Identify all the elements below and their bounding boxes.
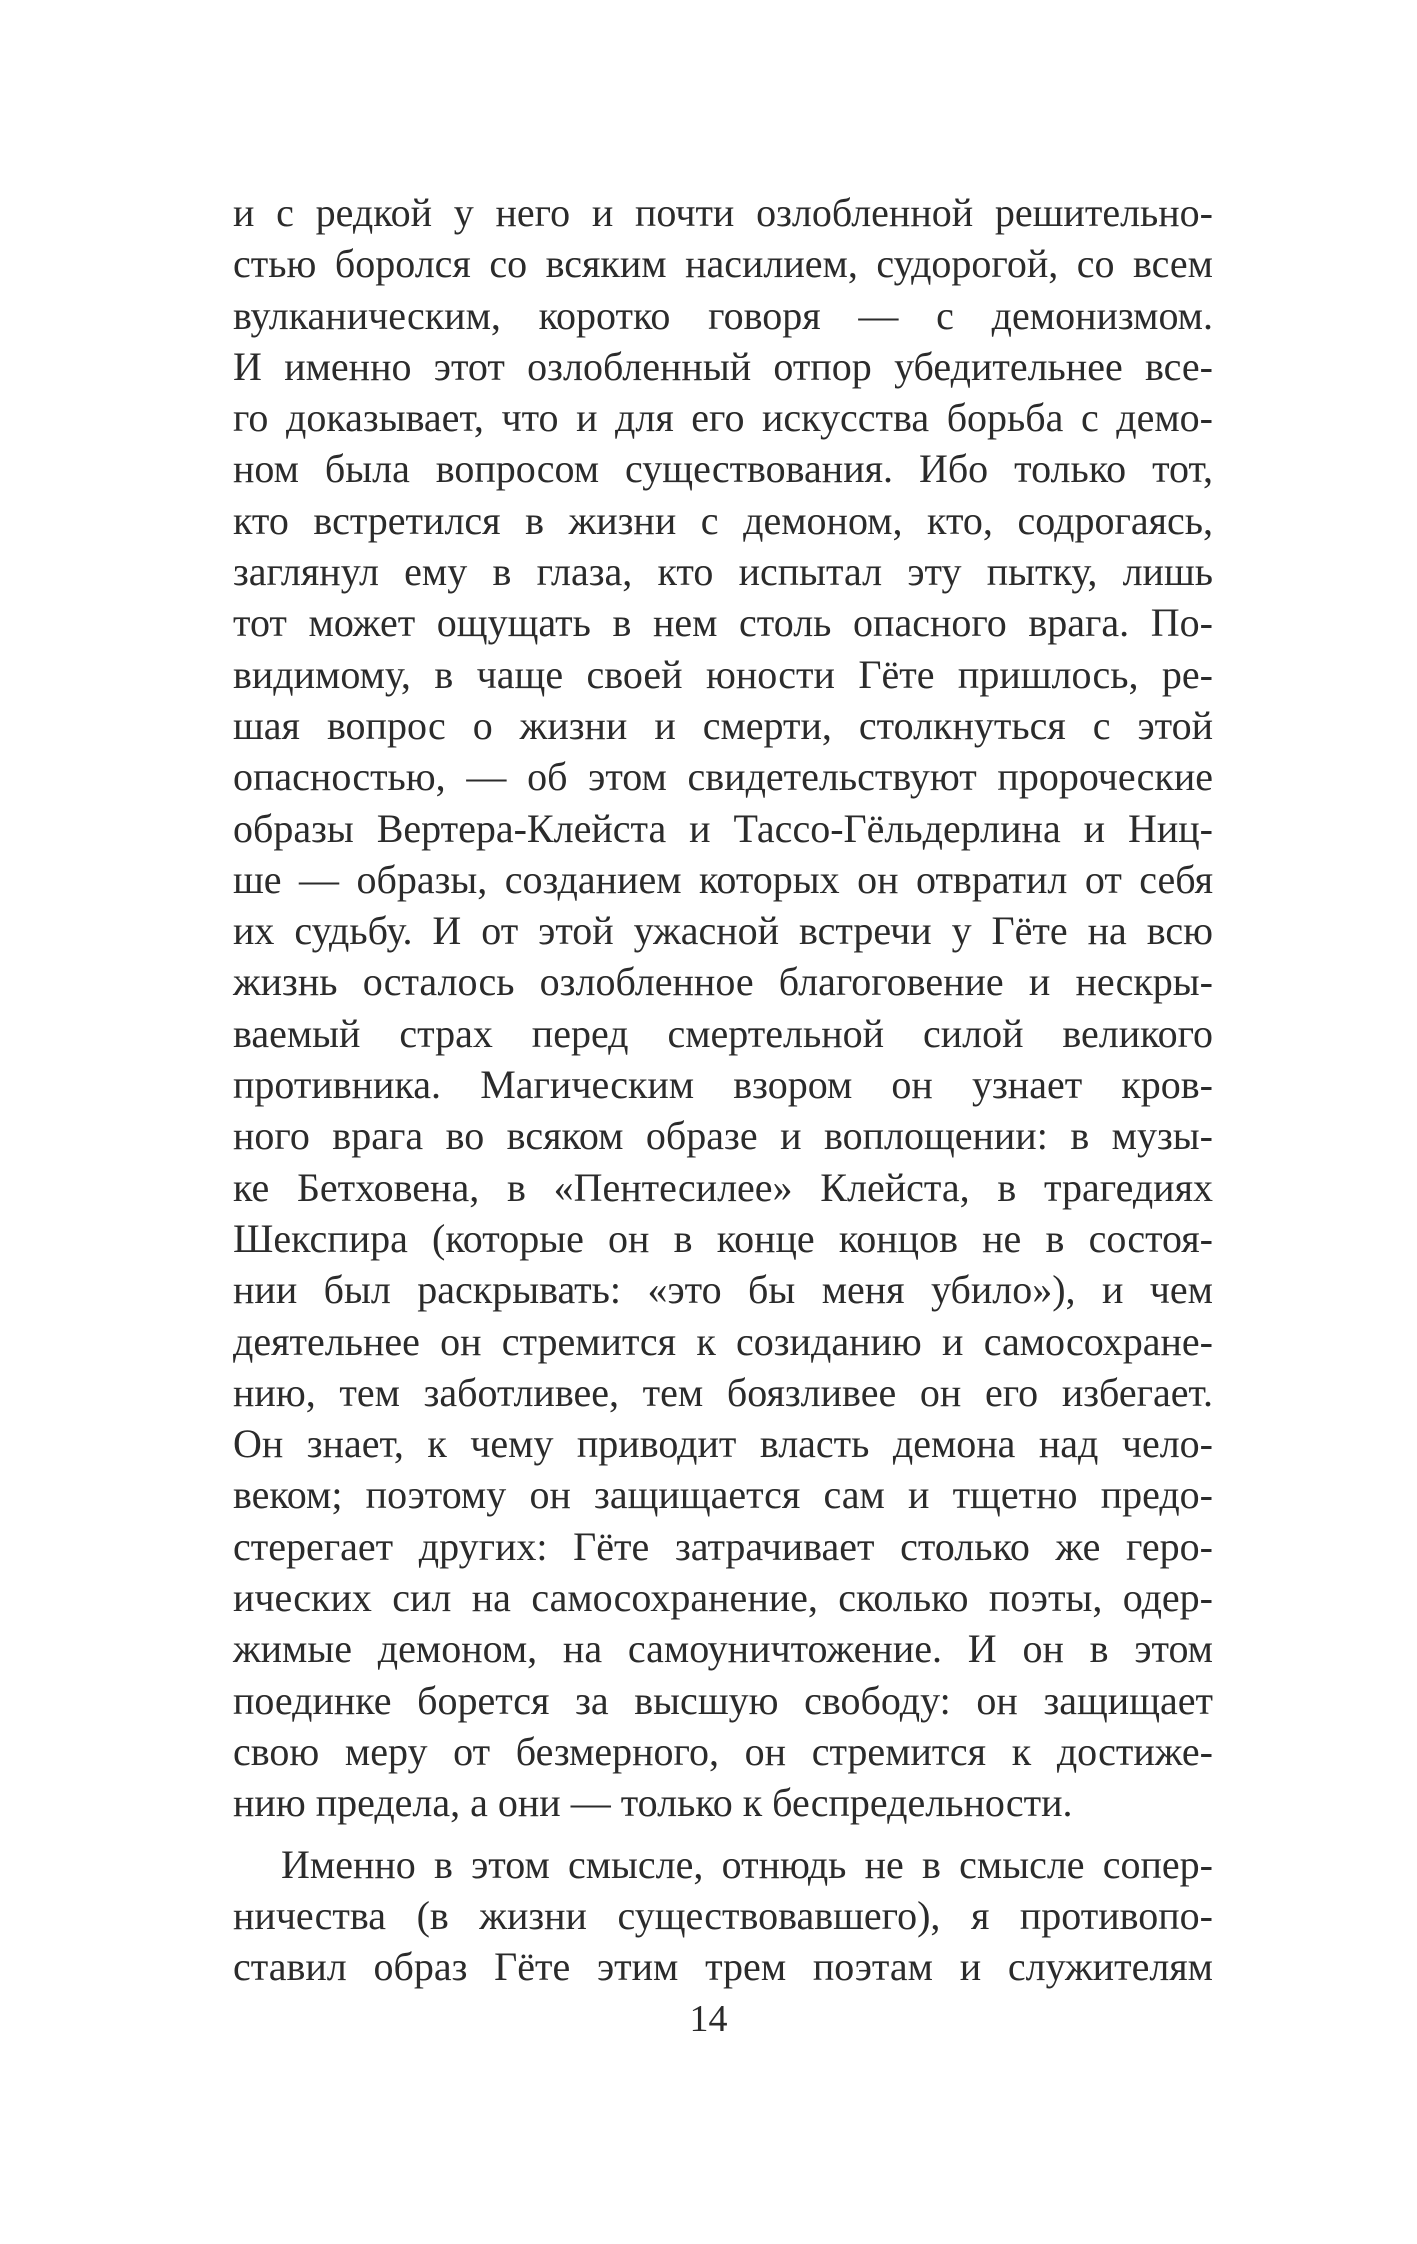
text-line: жизнь осталось озлобленное благоговение и нескры- <box>233 959 1213 1005</box>
text-line: жимые демоном, на самоуничтожение. И он в этом <box>233 1626 1213 1672</box>
text-line: Шекспира (которые он в конце концов не в состоя- <box>233 1215 1213 1261</box>
text-line: опасностью, — об этом свидетельствуют пророческие <box>233 754 1213 800</box>
text-line: свою меру от безмерного, он стремится к достиже- <box>233 1728 1213 1774</box>
text-line: вулканическим, коротко говоря — с демонизмом. <box>233 292 1213 338</box>
text-line: тот может ощущать в нем столь опасного врага. По- <box>233 600 1213 646</box>
text-line: кто встретился в жизни с демоном, кто, содрогаясь, <box>233 497 1213 543</box>
text-line: Он знает, к чему приводит власть демона над чело- <box>233 1421 1213 1467</box>
text-line: заглянул ему в глаза, кто испытал эту пытку, лишь <box>233 549 1213 595</box>
text-line: видимому, в чаще своей юности Гёте пришлось, ре- <box>233 651 1213 697</box>
page-number: 14 <box>689 1998 728 2040</box>
text-line: ических сил на самосохранение, сколько поэты, одер- <box>233 1575 1213 1621</box>
text-line: ничества (в жизни существовавшего), я противопо- <box>233 1892 1213 1938</box>
text-line: ставил образ Гёте этим трем поэтам и служителям <box>233 1944 1213 1990</box>
text-line: веком; поэтому он защищается сам и тщетно предо- <box>233 1472 1213 1518</box>
text-line: нию предела, а они — только к беспредельности. <box>233 1780 1073 1826</box>
text-line: противника. Магическим взором он узнает кров- <box>233 1062 1213 1108</box>
text-line: го доказывает, что и для его искусства борьба с демо- <box>233 395 1213 441</box>
text-line: ном была вопросом существования. Ибо только тот, <box>233 446 1213 492</box>
text-line: поединке борется за высшую свободу: он защищает <box>233 1677 1213 1723</box>
text-line: нию, тем заботливее, тем боязливее он его избегает. <box>233 1369 1213 1415</box>
text-line: ше — образы, созданием которых он отвратил от себя <box>233 856 1213 902</box>
text-line: и с редкой у него и почти озлобленной решительно- <box>233 190 1213 235</box>
text-line: образы Вертера-Клейста и Тассо-Гёльдерлина и Ниц- <box>233 805 1213 851</box>
text-line: Именно в этом смысле, отнюдь не в смысле сопер- <box>281 1841 1213 1887</box>
text-line: шая вопрос о жизни и смерти, столкнуться с этой <box>233 702 1213 748</box>
text-line: ного врага во всяком образе и воплощении: в музы- <box>233 1113 1213 1159</box>
text-line: ке Бетховена, в «Пентесилее» Клейста, в трагедиях <box>233 1164 1213 1210</box>
paragraph-gap <box>233 1829 1213 1839</box>
text-line: их судьбу. И от этой ужасной встречи у Гёте на всю <box>233 908 1213 954</box>
text-line: стерегает других: Гёте затрачивает столько же геро- <box>233 1523 1213 1569</box>
text-line: стью боролся со всяким насилием, судорогой, со всем <box>233 241 1213 287</box>
text-line: И именно этот озлобленный отпор убедительнее все- <box>233 343 1213 389</box>
text-line: ваемый страх перед смертельной силой великого <box>233 1010 1213 1056</box>
text-line: нии был раскрывать: «это бы меня убило»), и чем <box>233 1267 1213 1313</box>
text-line: деятельнее он стремится к созиданию и самосохране- <box>233 1318 1213 1364</box>
body-text <box>233 187 1213 1992</box>
